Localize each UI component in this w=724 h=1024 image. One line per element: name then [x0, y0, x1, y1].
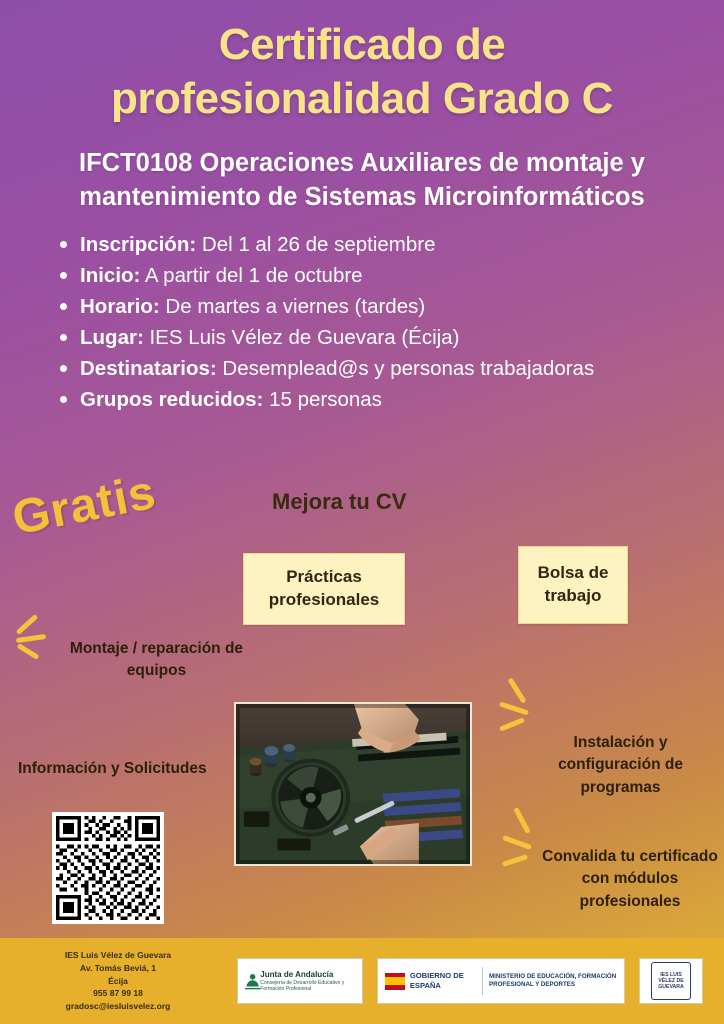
footer-email[interactable]: gradosc@iesluisvelez.org [65, 1001, 171, 1012]
title-line-1: Certificado de [218, 20, 506, 69]
course-subtitle [0, 147, 724, 214]
gobierno-logo-text [410, 971, 476, 991]
practicas-profesionales-box: Prácticas profesionales [243, 553, 405, 625]
subtitle-line-2: mantenimiento de Sistemas Microinformáticos [79, 183, 645, 211]
list-item [58, 229, 724, 260]
list-item [58, 260, 724, 291]
junta-logo-subtitle: Consejería de Desarrollo Educativo y Formación Profesional [260, 979, 345, 992]
spark-rays-icon [500, 812, 542, 870]
feature-montaje-reparacion: Montaje / reparación de equipos [69, 640, 244, 680]
detail-label: Inicio: [80, 263, 141, 287]
footer-logos [230, 958, 724, 1004]
gobierno-logo-title: GOBIERNO DE ESPAÑA [409, 971, 464, 990]
detail-value: 15 personas [263, 388, 382, 412]
gobierno-de-espana-logo [377, 958, 625, 1004]
junta-logo-title: Junta de Andalucía [260, 969, 334, 979]
footer-contact-block [0, 949, 230, 1013]
motherboard-photo-illustration [236, 704, 470, 864]
course-details-list [58, 229, 724, 416]
footer-address-line: Écija [108, 975, 128, 986]
detail-label: Lugar: [80, 326, 144, 350]
footer-address-line: IES Luis Vélez de Guevara [64, 950, 172, 961]
junta-de-andalucia-logo [237, 958, 363, 1004]
bolsa-de-trabajo-box: Bolsa de trabajo [518, 546, 628, 624]
qr-code-icon [56, 816, 160, 920]
junta-emblem-icon [245, 967, 260, 995]
feature-convalida-certificado: Convalida tu certificado con módulos profesionales [542, 848, 718, 910]
subtitle-line-1: IFCT0108 Operaciones Auxiliares de montaje y [79, 149, 645, 178]
detail-value: IES Luis Vélez de Guevara (Écija) [143, 326, 460, 350]
title-line-2: profesionalidad Grado C [111, 73, 613, 123]
feature-instalacion-configuracion: Instalación y configuración de programas [558, 734, 683, 796]
informacion-solicitudes-label: Información y Solicitudes [18, 760, 207, 777]
mejora-cv-heading: Mejora tu CV [272, 489, 407, 514]
logo-divider [482, 967, 483, 995]
detail-value: A partir del 1 de octubre [140, 263, 363, 287]
detail-value: Desemplead@s y personas trabajadoras [216, 357, 595, 381]
detail-value: De martes a viernes (tardes) [159, 294, 426, 318]
detail-label: Grupos reducidos: [80, 388, 264, 412]
spain-flag-icon [385, 973, 405, 990]
list-item [58, 322, 724, 353]
detail-label: Horario: [80, 294, 160, 318]
page-title [0, 0, 724, 125]
list-item [58, 353, 724, 384]
junta-logo-text [260, 970, 355, 993]
detail-label: Destinatarios: [80, 357, 217, 381]
gratis-badge: Gratis [8, 465, 161, 546]
list-item [58, 291, 724, 322]
qr-code[interactable] [52, 812, 164, 924]
footer-bar [0, 938, 724, 1024]
ies-emblem-icon: IES LUIS VÉLEZ DE GUEVARA [651, 962, 691, 1000]
ies-luis-velez-logo [639, 958, 703, 1004]
footer-phone: 955 87 99 18 [93, 988, 143, 999]
motherboard-photo [234, 702, 472, 866]
spark-rays-icon [497, 680, 539, 734]
detail-value: Del 1 al 26 de septiembre [196, 232, 436, 256]
detail-label: Inscripción: [80, 232, 197, 256]
footer-address-line: Av. Tomás Beviá, 1 [80, 962, 156, 973]
ministerio-logo-text: MINISTERIO DE EDUCACIÓN, FORMACIÓN PROFESIONAL Y DEPORTES [489, 972, 617, 988]
list-item [58, 384, 724, 415]
